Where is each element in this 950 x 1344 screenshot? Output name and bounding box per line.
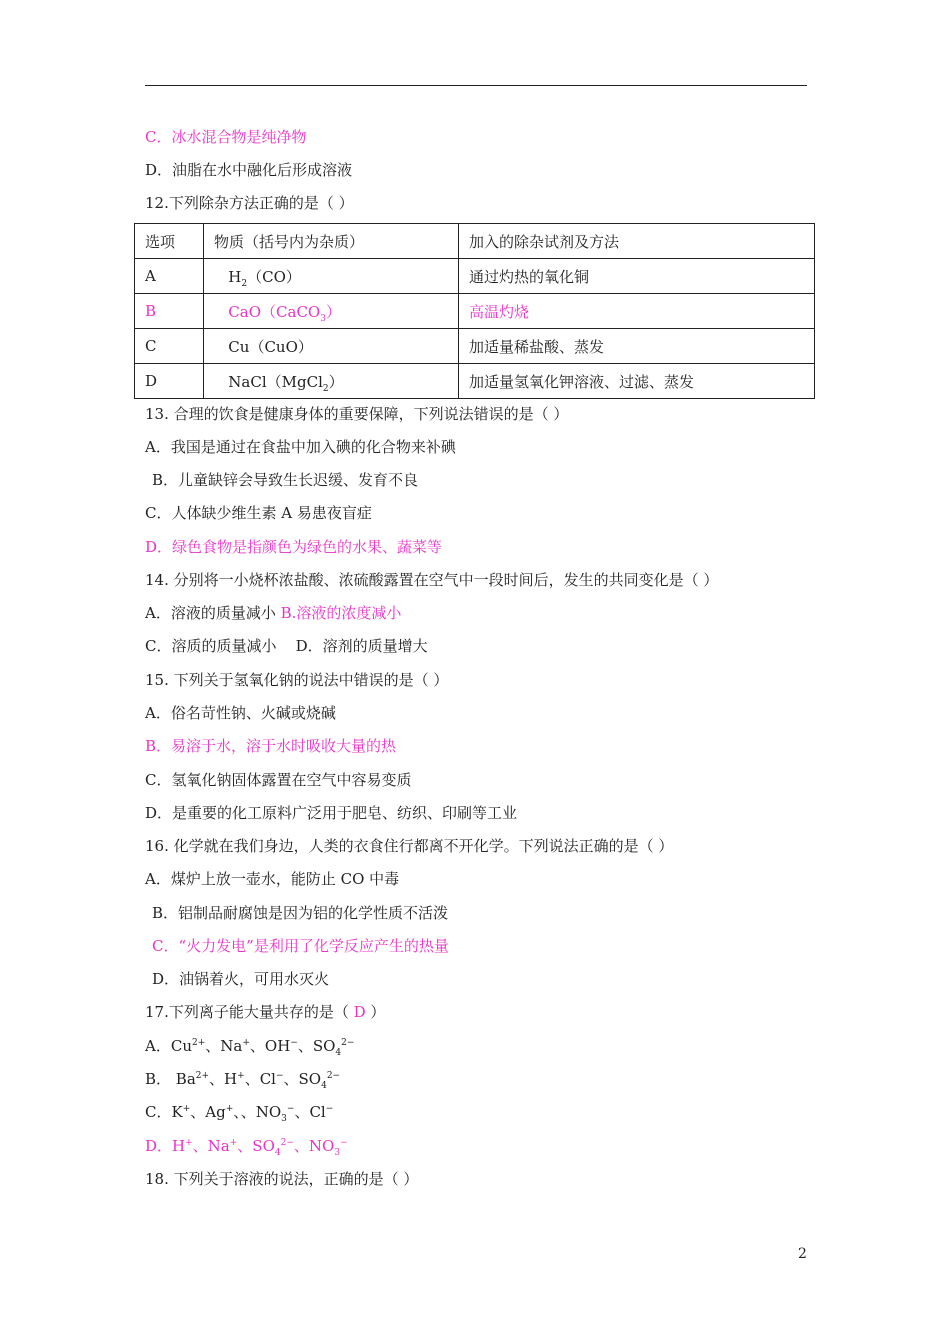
table-cell-method: 通过灼热的氧化铜 [459,259,815,294]
table-cell-option: B [135,294,204,329]
q11-option-d: D．油脂在水中融化后形成溶液 [145,161,353,179]
table-header-row [135,224,815,259]
q14-option-a: A．溶液的质量减小 [145,604,276,622]
q16-option-a: A．煤炉上放一壶水，能防止 CO 中毒 [145,870,400,888]
table-header-cell: 加入的除杂试剂及方法 [459,224,815,259]
table-header-cell: 选项 [135,224,204,259]
table-row [135,329,815,364]
table-cell-option: C [135,329,204,364]
q17-option-c: C．K+、Ag+、、$NO_3^-$、Cl− [145,1103,334,1124]
table-cell-option: A [135,259,204,294]
q17-option-b-label: B． [145,1070,172,1088]
q16-option-d: D．油锅着火，可用水灭火 [152,970,330,988]
table-cell-substance: CaO（CaCO$_3$） [204,294,459,329]
q17-option-a-label: A． [145,1037,171,1055]
table-row [135,294,815,329]
table-cell-option: D [135,364,204,399]
q18-stem: 18. 下列关于溶液的说法，正确的是（ ） [145,1170,419,1188]
q15-option-d: D．是重要的化工原料广泛用于肥皂、纺织、印刷等工业 [145,804,518,822]
q14-options-cd [145,636,428,656]
q13-option-d: D．绿色食物是指颜色为绿色的水果、蔬菜等 [145,538,443,556]
header-rule [145,85,807,86]
table-cell-method: 加适量氢氧化钾溶液、过滤、蒸发 [459,364,815,399]
q11-option-c: C．冰水混合物是纯净物 [145,128,307,146]
q13-option-c: C．人体缺少维生素 A 易患夜盲症 [145,504,372,522]
q16-stem: 16. 化学就在我们身边，人类的衣食住行都离不开化学。下列说法正确的是（ ） [145,837,674,855]
q17-option-d-label: D． [145,1137,173,1155]
q14-option-b: B.溶液的浓度减小 [280,604,402,622]
q13-option-a: A．我国是通过在食盐中加入碘的化合物来补碘 [145,438,456,456]
q17-option-b: B． $Ba^{2+}$、H+、Cl−、$SO_4^{2-}$ [145,1070,341,1091]
table-row [135,364,815,399]
q17-answer: D [353,1003,366,1021]
table-cell-substance: $H_2(CO)$ [204,259,459,294]
q14-option-c: C．溶质的质量减小 [145,637,277,655]
q15-option-b: B．易溶于水，溶于水时吸收大量的热 [145,737,397,755]
q13-stem: 13. 合理的饮食是健康身体的重要保障，下列说法错误的是（ ） [145,405,569,423]
table-cell-substance: NaCl（MgCl$_2$） [204,364,459,399]
q14-option-d: D．溶剂的质量增大 [295,637,428,655]
q14-stem: 14. 分别将一小烧杯浓盐酸、浓硫酸露置在空气中一段时间后，发生的共同变化是（ ） [145,571,719,589]
q17-option-c-label: C． [145,1103,172,1121]
q17-stem-text: 17.下列离子能大量共存的是（ [145,1003,354,1021]
q15-option-a: A．俗名苛性钠、火碱或烧碱 [145,704,336,722]
q17-option-d: D．H+、Na+、$SO_4^{2-}$、$NO_3^-$ [145,1137,348,1158]
q17-option-a: A．$Cu^{2+}$、Na+、OH−、$SO_4^{2-}$ [145,1037,355,1058]
q16-option-b: B．铝制品耐腐蚀是因为铝的化学性质不活泼 [152,904,449,922]
table-header-cell: 物质（括号内为杂质） [204,224,459,259]
q16-option-c: C．“火力发电”是利用了化学反应产生的热量 [152,937,449,955]
page-number: 2 [798,1246,807,1262]
q12-stem: 12.下列除杂方法正确的是（ ） [145,194,354,212]
q15-option-c: C．氢氧化钠固体露置在空气中容易变质 [145,771,412,789]
q17-stem [145,1002,385,1022]
table-cell-substance: Cu（CuO） [204,329,459,364]
table-cell-method: 加适量稀盐酸、蒸发 [459,329,815,364]
q12-table [134,223,815,399]
table-row [135,259,815,294]
q17-stem-close: ） [365,1003,386,1021]
table-cell-method: 高温灼烧 [459,294,815,329]
q13-option-b: B．儿童缺锌会导致生长迟缓、发育不良 [152,471,419,489]
q14-options-ab [145,603,401,623]
q15-stem: 15. 下列关于氢氧化钠的说法中错误的是（ ） [145,671,449,689]
